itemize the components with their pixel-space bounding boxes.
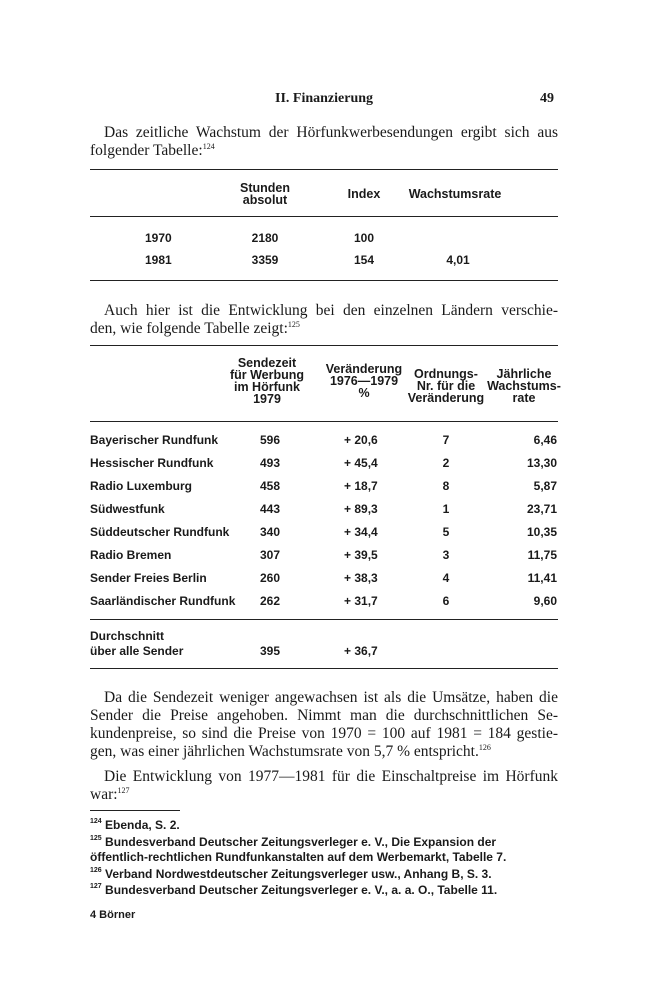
station-name: Saarländischer Rundfunk (90, 594, 236, 608)
rate-value: 6,46 (533, 433, 557, 447)
table-1-index: 154 (353, 253, 375, 267)
table-1-header-rule (90, 216, 558, 217)
ordnung-value: 5 (442, 525, 450, 539)
table-2-header-rule (90, 421, 558, 422)
veraenderung-value: + 18,7 (344, 479, 378, 493)
footnote-text: Ebenda, S. 2. (105, 818, 180, 832)
average-veraenderung: + 36,7 (344, 644, 378, 658)
rate-value: 9,60 (533, 594, 557, 608)
sendezeit-value: 458 (259, 479, 281, 493)
table-2-header-veraenderung: Veränderung 1976—1979 % (325, 362, 403, 400)
veraenderung-value: + 39,5 (344, 548, 378, 562)
footnote-number: 124 (90, 818, 102, 825)
average-label-line-1: Durchschnitt (90, 629, 165, 643)
veraenderung-value: + 20,6 (344, 433, 378, 447)
table-2-bottom-rule (90, 668, 558, 669)
table-1-year: 1970 (145, 231, 172, 245)
printer-signature: 4 Börner (90, 909, 136, 921)
table-1-header-index: Index (347, 187, 381, 201)
rate-value: 10,35 (526, 525, 557, 539)
ordnung-value: 8 (442, 479, 450, 493)
footnote-text: Bundesverband Deutscher Zeitungsverleger e. V., a. a. O., Tabelle 11. (105, 883, 498, 897)
rate-value: 11,41 (527, 571, 557, 585)
table-1-bottom-rule (90, 280, 558, 281)
paragraph-3-line-3: kundenpreise, so sind die Preise von 1970 = 100 auf 1981 = 184 gestie- (90, 725, 558, 742)
ordnung-value: 4 (442, 571, 450, 585)
footnote-127 (90, 883, 497, 898)
station-name: Südwestfunk (90, 502, 165, 516)
paragraph-4-text: war: (90, 786, 118, 803)
paragraph-1 (90, 124, 558, 160)
paragraph-3-line-2: Sender die Preise angehoben. Nimmt man die durchschnittlichen Se- (90, 707, 558, 724)
sendezeit-value: 596 (259, 433, 281, 447)
footnote-text: Verband Nordwestdeutscher Zeitungsverleger usw., Anhang B, S. 3. (105, 867, 492, 881)
station-name: Süddeutscher Rundfunk (90, 525, 230, 539)
footnote-124 (90, 818, 180, 833)
table-2-header-rate: Jährliche Wachstums- rate (487, 367, 561, 405)
paragraph-4-line-2 (90, 786, 558, 804)
sendezeit-value: 260 (259, 571, 281, 585)
ordnung-value: 1 (442, 502, 450, 516)
footnote-126 (90, 867, 492, 882)
ordnung-value: 7 (442, 433, 450, 447)
veraenderung-value: + 89,3 (344, 502, 378, 516)
table-1-rate: 4,01 (446, 253, 470, 267)
paragraph-3-text: gen, was einer jährlichen Wachstumsrate von 5,7 % entspricht. (90, 743, 479, 760)
table-2-header-sendezeit: Sendezeit für Werbung im Hörfunk 1979 (229, 356, 305, 406)
footnote-separator (90, 810, 180, 811)
paragraph-2-text: den, wie folgende Tabelle zeigt: (90, 320, 288, 337)
footnote-ref: 125 (287, 320, 300, 329)
running-header-title: II. Finanzierung (275, 91, 374, 106)
paragraph-3-line-4 (90, 743, 558, 761)
footnote-ref: 126 (478, 743, 491, 752)
table-1-header-rate: Wachstumsrate (408, 187, 502, 201)
paragraph-4 (90, 768, 558, 804)
page-number: 49 (540, 91, 554, 106)
footnote-125 (90, 835, 496, 850)
ordnung-value: 3 (442, 548, 450, 562)
footnote-ref: 124 (202, 142, 215, 151)
sendezeit-value: 262 (259, 594, 281, 608)
ordnung-value: 6 (442, 594, 450, 608)
table-1-index: 100 (353, 231, 375, 245)
rate-value: 11,75 (527, 548, 557, 562)
station-name: Sender Freies Berlin (90, 571, 207, 585)
footnote-number: 126 (90, 867, 102, 874)
sendezeit-value: 340 (259, 525, 281, 539)
station-name: Bayerischer Rundfunk (90, 433, 219, 447)
average-label-line-2: über alle Sender (90, 644, 184, 658)
rate-value: 23,71 (526, 502, 557, 516)
station-name: Hessischer Rundfunk (90, 456, 214, 470)
paragraph-1-text: folgender Tabelle: (90, 142, 203, 159)
table-2-top-rule (90, 345, 558, 346)
table-1-top-rule (90, 169, 558, 170)
veraenderung-value: + 45,4 (344, 456, 378, 470)
paragraph-1-line-1: Das zeitliche Wachstum der Hörfunkwerbesendungen ergibt sich aus (104, 124, 558, 141)
sendezeit-value: 443 (259, 502, 281, 516)
veraenderung-value: + 34,4 (344, 525, 378, 539)
paragraph-2-line-2 (90, 320, 558, 338)
paragraph-2 (90, 302, 558, 338)
paragraph-1-line-2 (90, 142, 558, 160)
paragraph-3 (90, 689, 558, 761)
table-1-stunden: 2180 (251, 231, 279, 245)
footnote-ref: 127 (117, 786, 130, 795)
station-name: Radio Luxemburg (90, 479, 193, 493)
paragraph-2-line-1: Auch hier ist die Entwicklung bei den einzelnen Ländern verschie- (104, 302, 558, 319)
rate-value: 13,30 (526, 456, 557, 470)
paragraph-3-line-1: Da die Sendezeit weniger angewachsen ist als die Umsätze, haben die (104, 689, 558, 706)
station-name: Radio Bremen (90, 548, 172, 562)
rate-value: 5,87 (533, 479, 557, 493)
table-1-stunden: 3359 (251, 253, 279, 267)
footnote-number: 125 (90, 835, 102, 842)
paragraph-4-line-1: Die Entwicklung von 1977—1981 für die Einschaltpreise im Hörfunk (104, 768, 558, 785)
footnote-text: Bundesverband Deutscher Zeitungsverleger e. V., Die Expansion der (105, 835, 497, 849)
sendezeit-value: 493 (259, 456, 281, 470)
table-1-year: 1981 (145, 253, 172, 267)
veraenderung-value: + 38,3 (344, 571, 378, 585)
table-1-header-stunden: Stunden absolut (240, 181, 290, 207)
sendezeit-value: 307 (259, 548, 281, 562)
table-2-summary-rule (90, 619, 558, 620)
footnote-number: 127 (90, 883, 102, 890)
table-2-header-ordnung: Ordnungs- Nr. für die Veränderung (407, 367, 485, 405)
average-sendezeit: 395 (259, 644, 281, 658)
ordnung-value: 2 (442, 456, 450, 470)
veraenderung-value: + 31,7 (344, 594, 378, 608)
footnote-125-line-2: öffentlich-rechtlichen Rundfunkanstalten auf dem Werbemarkt, Tabelle 7. (90, 850, 507, 864)
